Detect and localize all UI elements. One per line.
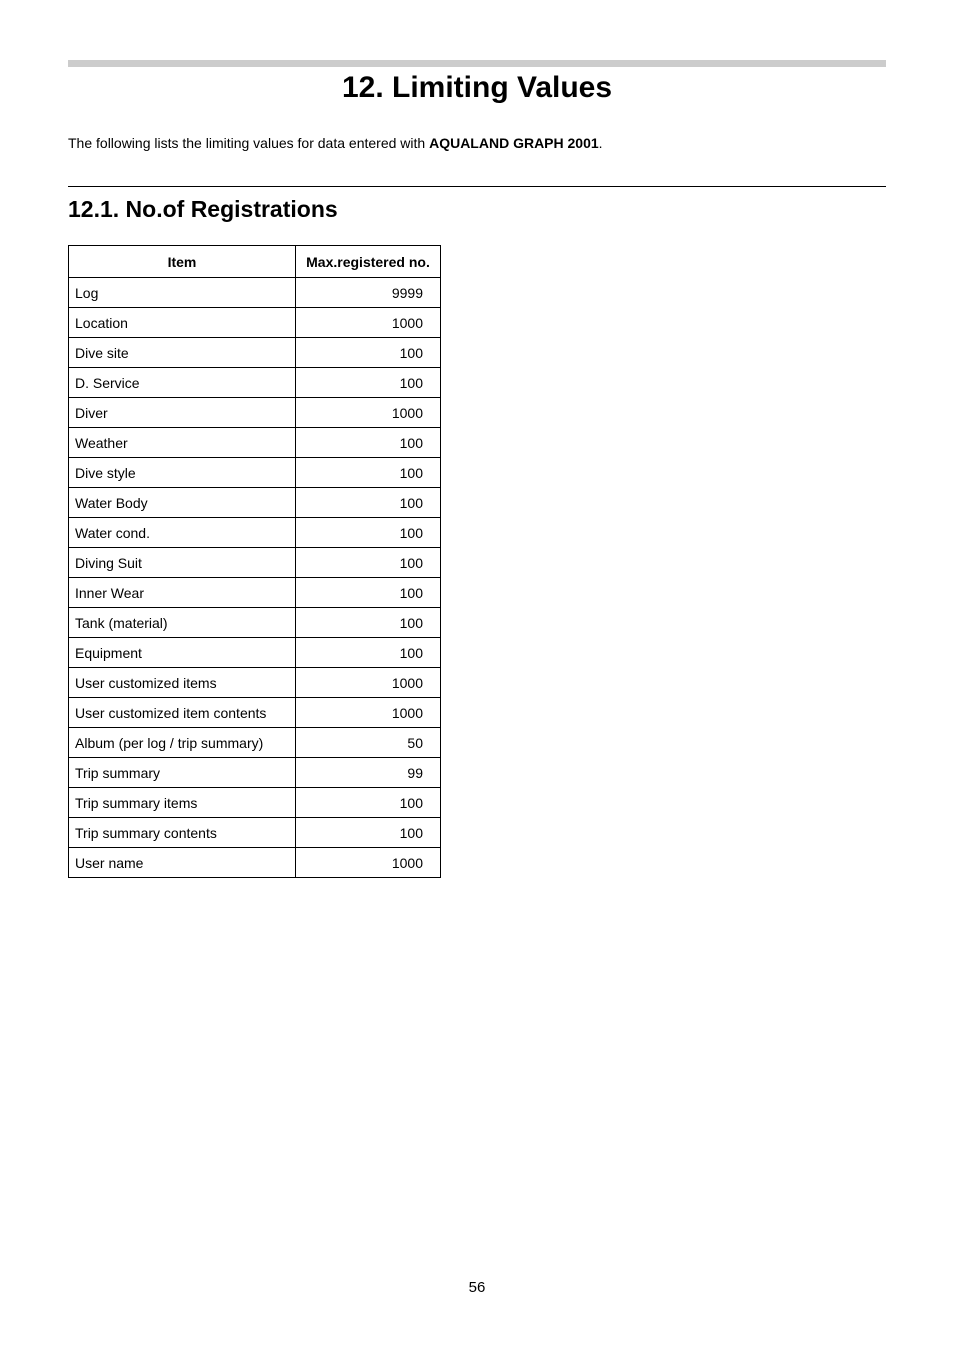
table-row — [69, 368, 441, 398]
table-row — [69, 458, 441, 488]
cell-max-registered: 100 — [296, 338, 441, 368]
cell-max-registered: 100 — [296, 488, 441, 518]
cell-max-registered: 100 — [296, 818, 441, 848]
table-row — [69, 608, 441, 638]
cell-item: User customized item contents — [69, 698, 296, 728]
cell-max-registered: 1000 — [296, 668, 441, 698]
cell-max-registered: 100 — [296, 458, 441, 488]
cell-item: Water cond. — [69, 518, 296, 548]
cell-item: D. Service — [69, 368, 296, 398]
cell-max-registered: 100 — [296, 368, 441, 398]
table-row — [69, 818, 441, 848]
table-row — [69, 278, 441, 308]
cell-item: Weather — [69, 428, 296, 458]
cell-max-registered: 100 — [296, 638, 441, 668]
intro-paragraph — [68, 134, 603, 152]
cell-item: Log — [69, 278, 296, 308]
section-title: 12.1. No.of Registrations — [68, 196, 338, 222]
cell-max-registered: 1000 — [296, 398, 441, 428]
table-header-row — [69, 246, 441, 278]
intro-prefix: The following lists the limiting values for data entered with — [68, 135, 430, 151]
cell-item: Inner Wear — [69, 578, 296, 608]
intro-suffix: . — [598, 135, 603, 151]
cell-item: Dive style — [69, 458, 296, 488]
table-row — [69, 788, 441, 818]
cell-max-registered: 1000 — [296, 308, 441, 338]
cell-item: Location — [69, 308, 296, 338]
cell-max-registered: 100 — [296, 608, 441, 638]
table-row — [69, 428, 441, 458]
cell-item: Diving Suit — [69, 548, 296, 578]
cell-max-registered: 99 — [296, 758, 441, 788]
cell-item: Trip summary items — [69, 788, 296, 818]
table-row — [69, 398, 441, 428]
table-row — [69, 848, 441, 878]
table-row — [69, 338, 441, 368]
table-row — [69, 548, 441, 578]
table-row — [69, 518, 441, 548]
cell-item: User name — [69, 848, 296, 878]
cell-max-registered: 50 — [296, 728, 441, 758]
cell-max-registered: 100 — [296, 548, 441, 578]
cell-max-registered: 100 — [296, 788, 441, 818]
table-body — [69, 278, 441, 878]
section-rule — [68, 186, 886, 187]
cell-item: Trip summary — [69, 758, 296, 788]
cell-max-registered: 100 — [296, 428, 441, 458]
column-header-item: Item — [69, 246, 296, 278]
cell-max-registered: 1000 — [296, 698, 441, 728]
table-row — [69, 758, 441, 788]
table-row — [69, 308, 441, 338]
chapter-title: 12. Limiting Values — [341, 71, 613, 104]
cell-item: Trip summary contents — [69, 818, 296, 848]
cell-item: Water Body — [69, 488, 296, 518]
cell-item: Dive site — [69, 338, 296, 368]
cell-item: User customized items — [69, 668, 296, 698]
product-name: AQUALAND GRAPH 2001 — [429, 135, 599, 151]
cell-max-registered: 100 — [296, 578, 441, 608]
cell-item: Tank (material) — [69, 608, 296, 638]
table-row — [69, 488, 441, 518]
cell-item: Album (per log / trip summary) — [69, 728, 296, 758]
table-row — [69, 578, 441, 608]
cell-item: Diver — [69, 398, 296, 428]
cell-max-registered: 1000 — [296, 848, 441, 878]
registrations-table — [68, 245, 441, 878]
table-row — [69, 638, 441, 668]
cell-max-registered: 9999 — [296, 278, 441, 308]
table-row — [69, 668, 441, 698]
cell-max-registered: 100 — [296, 518, 441, 548]
top-rule — [68, 60, 886, 67]
cell-item: Equipment — [69, 638, 296, 668]
column-header-max: Max.registered no. — [296, 246, 441, 278]
table-row — [69, 698, 441, 728]
page-number: 56 — [468, 1279, 486, 1296]
table-row — [69, 728, 441, 758]
